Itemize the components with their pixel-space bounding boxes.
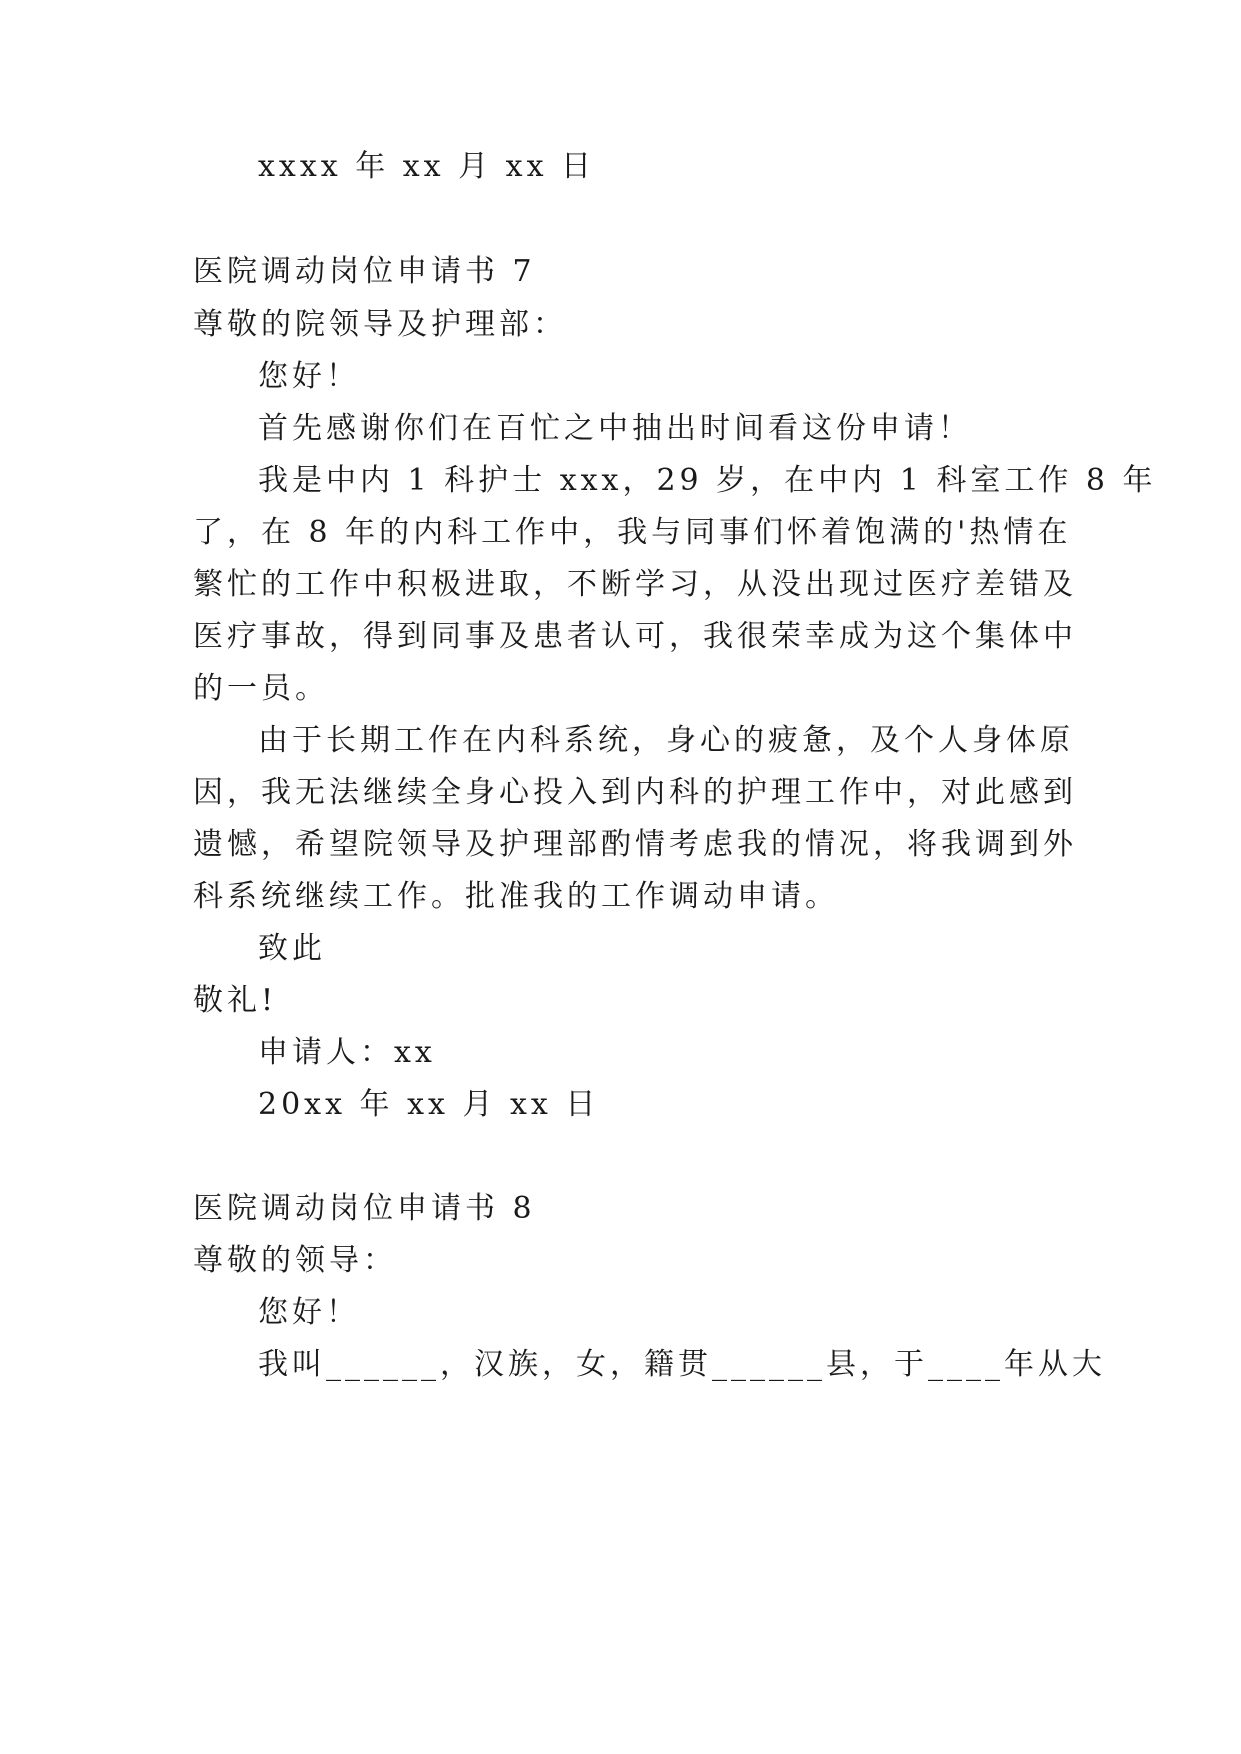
letter8-paragraph-1-line: 我叫______，汉族，女，籍贯______县，于____年从大 xyxy=(258,1347,1106,1382)
letter8-title: 医院调动岗位申请书 8 xyxy=(193,1191,536,1226)
letter7-date: 20xx 年 xx 月 xx 日 xyxy=(258,1087,600,1122)
letter7-paragraph-3-line: 由于长期工作在内科系统，身心的疲惫，及个人身体原 xyxy=(258,723,1074,758)
previous-letter-date: xxxx 年 xx 月 xx 日 xyxy=(258,149,596,184)
letter7-paragraph-3-line: 遗憾，希望院领导及护理部酌情考虑我的情况，将我调到外 xyxy=(193,827,1077,862)
letter7-paragraph-1: 首先感谢你们在百忙之中抽出时间看这份申请！ xyxy=(258,411,972,446)
letter7-closing-2: 敬礼! xyxy=(193,983,278,1018)
letter7-paragraph-2-line: 了，在 8 年的内科工作中，我与同事们怀着饱满的'热情在 xyxy=(193,515,1072,550)
letter7-title: 医院调动岗位申请书 7 xyxy=(193,254,536,289)
letter8-greeting: 您好！ xyxy=(258,1295,360,1330)
letter7-applicant: 申请人：xx xyxy=(258,1035,436,1070)
letter7-paragraph-2-line: 繁忙的工作中积极进取，不断学习，从没出现过医疗差错及 xyxy=(193,567,1077,602)
letter7-paragraph-2-line: 医疗事故，得到同事及患者认可，我很荣幸成为这个集体中 xyxy=(193,619,1077,654)
letter7-paragraph-3-line: 科系统继续工作。批准我的工作调动申请。 xyxy=(193,879,839,914)
letter7-paragraph-2-line: 我是中内 1 科护士 xxx，29 岁，在中内 1 科室工作 8 年 xyxy=(258,463,1157,498)
letter8-salutation: 尊敬的领导： xyxy=(193,1243,397,1278)
letter7-paragraph-2-line: 的一员。 xyxy=(193,671,329,706)
letter7-closing-1: 致此 xyxy=(258,931,326,966)
letter7-paragraph-3-line: 因，我无法继续全身心投入到内科的护理工作中，对此感到 xyxy=(193,775,1077,810)
letter7-greeting: 您好！ xyxy=(258,359,360,394)
letter7-salutation: 尊敬的院领导及护理部： xyxy=(193,307,567,342)
